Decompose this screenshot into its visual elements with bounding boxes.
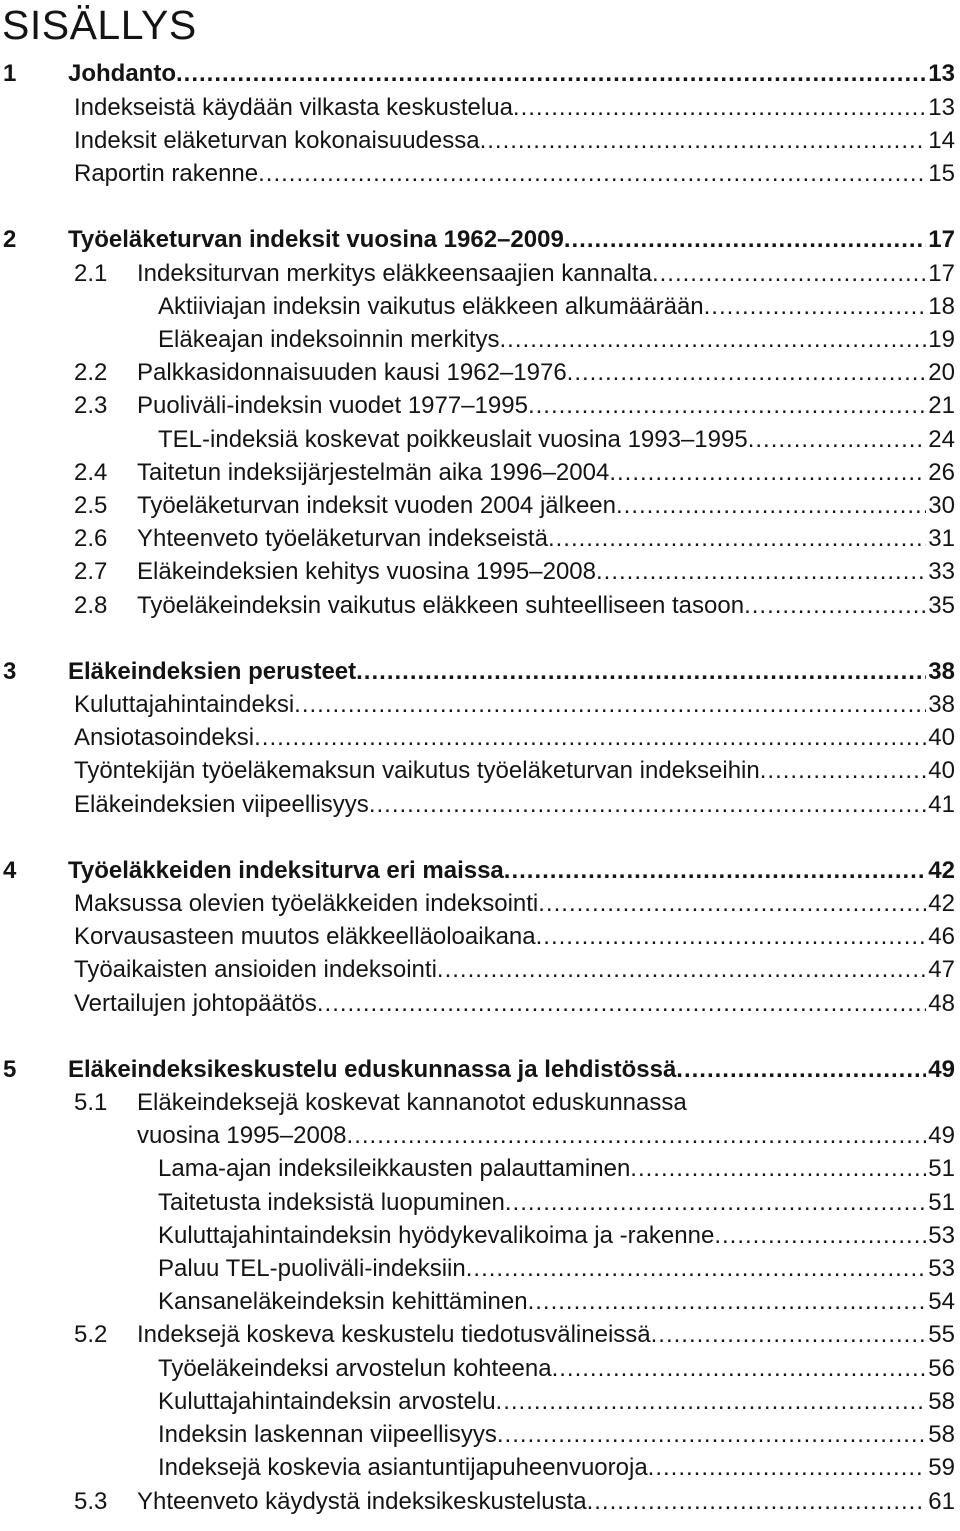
toc-row[interactable] bbox=[0, 689, 955, 721]
toc-entry-title: TEL-indeksiä koskevat poikkeuslait vuosina 1993–1995 bbox=[158, 426, 748, 453]
page-number: 47 bbox=[928, 956, 955, 983]
dot-leader bbox=[538, 888, 926, 920]
page-number: 38 bbox=[928, 691, 955, 718]
dot-leader bbox=[536, 921, 927, 953]
toc-entry-title: Eläkeindeksejä koskevat kannanotot eduskunnassa bbox=[137, 1089, 687, 1116]
page-number: 38 bbox=[928, 658, 955, 685]
dot-leader bbox=[652, 258, 926, 290]
dot-leader bbox=[616, 490, 926, 522]
toc-row[interactable] bbox=[0, 590, 955, 622]
page-number: 58 bbox=[928, 1388, 955, 1415]
toc-entry-title: vuosina 1995–2008 bbox=[137, 1122, 347, 1149]
page-number: 53 bbox=[928, 1222, 955, 1249]
toc-row[interactable] bbox=[0, 291, 955, 323]
toc-row[interactable] bbox=[0, 1386, 955, 1418]
toc-chapter-row[interactable] bbox=[0, 855, 955, 887]
section-number: 2.8 bbox=[74, 592, 108, 619]
toc-entry-title: Indeksejä koskeva keskustelu tiedotusvälineissä bbox=[137, 1321, 651, 1348]
page-number: 20 bbox=[928, 359, 955, 386]
page-number: 21 bbox=[928, 392, 955, 419]
toc-chapter-row[interactable] bbox=[0, 656, 955, 688]
dot-leader bbox=[254, 722, 926, 754]
toc-row[interactable] bbox=[0, 789, 955, 821]
dot-leader bbox=[497, 1419, 926, 1451]
page-number: 42 bbox=[928, 857, 955, 884]
toc-row[interactable] bbox=[0, 390, 955, 422]
page-number: 42 bbox=[928, 890, 955, 917]
page-number: 49 bbox=[928, 1056, 955, 1083]
page-number: 13 bbox=[928, 94, 955, 121]
dot-leader bbox=[648, 1452, 927, 1484]
section-number: 2.3 bbox=[74, 392, 108, 419]
toc-row[interactable] bbox=[0, 1353, 955, 1385]
toc-row[interactable] bbox=[0, 1319, 955, 1351]
toc-chapter-row[interactable] bbox=[0, 1054, 955, 1086]
dot-leader bbox=[258, 158, 926, 190]
toc-entry-title: Eläkeindeksien perusteet bbox=[68, 658, 357, 685]
toc-entry-title: Indeksit eläketurvan kokonaisuudessa bbox=[74, 127, 480, 154]
section-number: 2.7 bbox=[74, 558, 108, 585]
toc-entry-title: Palkkasidonnaisuuden kausi 1962–1976 bbox=[137, 359, 567, 386]
page-number: 54 bbox=[928, 1288, 955, 1315]
page-number: 41 bbox=[928, 791, 955, 818]
toc-entry-title: Kuluttajahintaindeksin arvostelu bbox=[158, 1388, 496, 1415]
dot-leader bbox=[552, 1353, 927, 1385]
dot-leader bbox=[176, 58, 926, 90]
toc-row[interactable] bbox=[0, 1486, 955, 1518]
toc-row[interactable] bbox=[0, 1452, 955, 1484]
toc-row[interactable] bbox=[0, 424, 955, 456]
toc-entry-title: Taitetun indeksijärjestelmän aika 1996–2004 bbox=[137, 459, 610, 486]
toc-row[interactable] bbox=[0, 523, 955, 555]
toc-entry-title: Indekseistä käydään vilkasta keskustelua bbox=[74, 94, 513, 121]
dot-leader bbox=[630, 1153, 926, 1185]
dot-leader bbox=[744, 590, 926, 622]
page-number: 15 bbox=[928, 160, 955, 187]
dot-leader bbox=[466, 1253, 927, 1285]
dot-leader bbox=[513, 92, 926, 124]
dot-leader bbox=[609, 457, 926, 489]
section-number: 2.6 bbox=[74, 525, 108, 552]
page-number: 51 bbox=[928, 1155, 955, 1182]
toc-entry-title: Eläkeindeksien viipeellisyys bbox=[74, 791, 369, 818]
toc-row[interactable] bbox=[0, 1220, 955, 1252]
dot-leader bbox=[317, 988, 926, 1020]
section-number: 2.5 bbox=[74, 492, 108, 519]
toc-row[interactable] bbox=[0, 988, 955, 1020]
page-number: 19 bbox=[928, 326, 955, 353]
section-number: 5.1 bbox=[74, 1089, 108, 1116]
page-title: SISÄLLYS bbox=[2, 2, 197, 48]
toc-row[interactable] bbox=[0, 490, 955, 522]
page-number: 48 bbox=[928, 990, 955, 1017]
toc-row[interactable] bbox=[0, 357, 955, 389]
toc-entry-title: Työeläketurvan indeksit vuosina 1962–2009 bbox=[68, 226, 564, 253]
dot-leader bbox=[564, 224, 926, 256]
section-number: 2.2 bbox=[74, 359, 108, 386]
section-number: 2.4 bbox=[74, 459, 108, 486]
toc-entry-title: Lama-ajan indeksileikkausten palauttaminen bbox=[158, 1155, 631, 1182]
page-number: 51 bbox=[928, 1189, 955, 1216]
chapter-number: 4 bbox=[3, 857, 17, 884]
dot-leader bbox=[505, 1187, 926, 1219]
toc-row[interactable] bbox=[0, 258, 955, 290]
toc-entry-title: Työaikaisten ansioiden indeksointi bbox=[74, 956, 437, 983]
toc-row[interactable] bbox=[0, 1087, 955, 1119]
dot-leader bbox=[496, 1386, 927, 1418]
toc-entry-title: Eläkeindeksien kehitys vuosina 1995–2008 bbox=[137, 558, 596, 585]
toc-entry-title: Yhteenveto työeläketurvan indekseistä bbox=[137, 525, 548, 552]
chapter-number: 1 bbox=[3, 60, 17, 87]
toc-row[interactable] bbox=[0, 722, 955, 754]
toc-row[interactable] bbox=[0, 888, 955, 920]
dot-leader bbox=[676, 1054, 926, 1086]
page-number: 59 bbox=[928, 1454, 955, 1481]
toc-entry-title: Kansaneläkeindeksin kehittäminen bbox=[158, 1288, 528, 1315]
section-number: 5.3 bbox=[74, 1488, 108, 1515]
toc-entry-title: Paluu TEL-puoliväli-indeksiin bbox=[158, 1255, 466, 1282]
dot-leader bbox=[587, 1486, 927, 1518]
toc-row[interactable] bbox=[0, 125, 955, 157]
toc-entry-title: Maksussa olevien työeläkkeiden indeksointi bbox=[74, 890, 539, 917]
page-number: 61 bbox=[928, 1488, 955, 1515]
section-number: 5.2 bbox=[74, 1321, 108, 1348]
toc-row[interactable] bbox=[0, 556, 955, 588]
toc-entry-title: Indeksiturvan merkitys eläkkeensaajien kannalta bbox=[137, 260, 652, 287]
page-number: 31 bbox=[928, 525, 955, 552]
dot-leader bbox=[528, 390, 926, 422]
page-number: 33 bbox=[928, 558, 955, 585]
chapter-number: 2 bbox=[3, 226, 17, 253]
dot-leader bbox=[369, 789, 926, 821]
toc-entry-title: Työeläketurvan indeksit vuoden 2004 jälkeen bbox=[137, 492, 616, 519]
toc-entry-title: Yhteenveto käydystä indeksikeskustelusta bbox=[137, 1488, 587, 1515]
toc-entry-title: Työeläkeindeksin vaikutus eläkkeen suhteelliseen tasoon bbox=[137, 592, 745, 619]
toc-entry-title: Indeksejä koskevia asiantuntijapuheenvuoroja bbox=[158, 1454, 648, 1481]
page-number: 18 bbox=[928, 293, 955, 320]
page-number: 26 bbox=[928, 459, 955, 486]
dot-leader bbox=[347, 1120, 927, 1152]
toc-row[interactable] bbox=[0, 1120, 955, 1152]
page-number: 35 bbox=[928, 592, 955, 619]
dot-leader bbox=[548, 523, 926, 555]
page-number: 58 bbox=[928, 1421, 955, 1448]
toc-entry-title: Korvausasteen muutos eläkkeelläoloaikana bbox=[74, 923, 536, 950]
dot-leader bbox=[294, 689, 926, 721]
toc-entry-title: Puoliväli-indeksin vuodet 1977–1995 bbox=[137, 392, 528, 419]
toc-row[interactable] bbox=[0, 92, 955, 124]
page-number: 53 bbox=[928, 1255, 955, 1282]
dot-leader bbox=[760, 755, 927, 787]
page-number: 24 bbox=[928, 426, 955, 453]
toc-entry-title: Eläkeindeksikeskustelu eduskunnassa ja lehdistössä bbox=[68, 1056, 677, 1083]
toc-entry-title: Työeläkkeiden indeksiturva eri maissa bbox=[68, 857, 504, 884]
toc-entry-title: Työntekijän työeläkemaksun vaikutus työeläketurvan indekseihin bbox=[74, 757, 760, 784]
page-number: 56 bbox=[928, 1355, 955, 1382]
page-number: 49 bbox=[928, 1122, 955, 1149]
page-number: 30 bbox=[928, 492, 955, 519]
section-number: 2.1 bbox=[74, 260, 108, 287]
page-number: 14 bbox=[928, 127, 955, 154]
toc-row[interactable] bbox=[0, 1187, 955, 1219]
dot-leader bbox=[500, 324, 927, 356]
toc-row[interactable] bbox=[0, 158, 955, 190]
toc-entry-title: Kuluttajahintaindeksin hyödykevalikoima ja -rakenne bbox=[158, 1222, 715, 1249]
toc-row[interactable] bbox=[0, 755, 955, 787]
toc-entry-title: Ansiotasoindeksi bbox=[74, 724, 255, 751]
chapter-number: 3 bbox=[3, 658, 17, 685]
toc-entry-title: Aktiiviajan indeksin vaikutus eläkkeen alkumäärään bbox=[158, 293, 704, 320]
toc-row[interactable] bbox=[0, 457, 955, 489]
dot-leader bbox=[567, 357, 927, 389]
page-number: 40 bbox=[928, 724, 955, 751]
dot-leader bbox=[714, 1220, 926, 1252]
toc-entry-title: Taitetusta indeksistä luopuminen bbox=[158, 1189, 505, 1216]
dot-leader bbox=[704, 291, 927, 323]
dot-leader bbox=[748, 424, 927, 456]
toc-entry-title: Johdanto bbox=[68, 60, 176, 87]
toc-chapter-row[interactable] bbox=[0, 224, 955, 256]
dot-leader bbox=[596, 556, 926, 588]
page-number: 46 bbox=[928, 923, 955, 950]
toc-row[interactable] bbox=[0, 1286, 955, 1318]
dot-leader bbox=[356, 656, 926, 688]
page-number: 40 bbox=[928, 757, 955, 784]
toc-row[interactable] bbox=[0, 1153, 955, 1185]
toc-entry-title: Indeksin laskennan viipeellisyys bbox=[158, 1421, 497, 1448]
page-number: 55 bbox=[928, 1321, 955, 1348]
toc-row[interactable] bbox=[0, 921, 955, 953]
dot-leader bbox=[480, 125, 927, 157]
toc-row[interactable] bbox=[0, 324, 955, 356]
toc-row[interactable] bbox=[0, 1419, 955, 1451]
toc-entry-title: Eläkeajan indeksoinnin merkitys bbox=[158, 326, 500, 353]
dot-leader bbox=[504, 855, 927, 887]
toc-entry-title: Kuluttajahintaindeksi bbox=[74, 691, 295, 718]
page-number: 17 bbox=[928, 260, 955, 287]
toc-entry-title: Vertailujen johtopäätös bbox=[74, 990, 317, 1017]
page-number: 13 bbox=[928, 60, 955, 87]
page-number: 17 bbox=[928, 226, 955, 253]
toc-chapter-row[interactable] bbox=[0, 58, 955, 90]
dot-leader bbox=[651, 1319, 927, 1351]
dot-leader bbox=[437, 954, 926, 986]
toc-entry-title: Raportin rakenne bbox=[74, 160, 259, 187]
dot-leader bbox=[528, 1286, 927, 1318]
toc-row[interactable] bbox=[0, 1253, 955, 1285]
toc-row[interactable] bbox=[0, 954, 955, 986]
toc-entry-title: Työeläkeindeksi arvostelun kohteena bbox=[158, 1355, 552, 1382]
chapter-number: 5 bbox=[3, 1056, 17, 1083]
